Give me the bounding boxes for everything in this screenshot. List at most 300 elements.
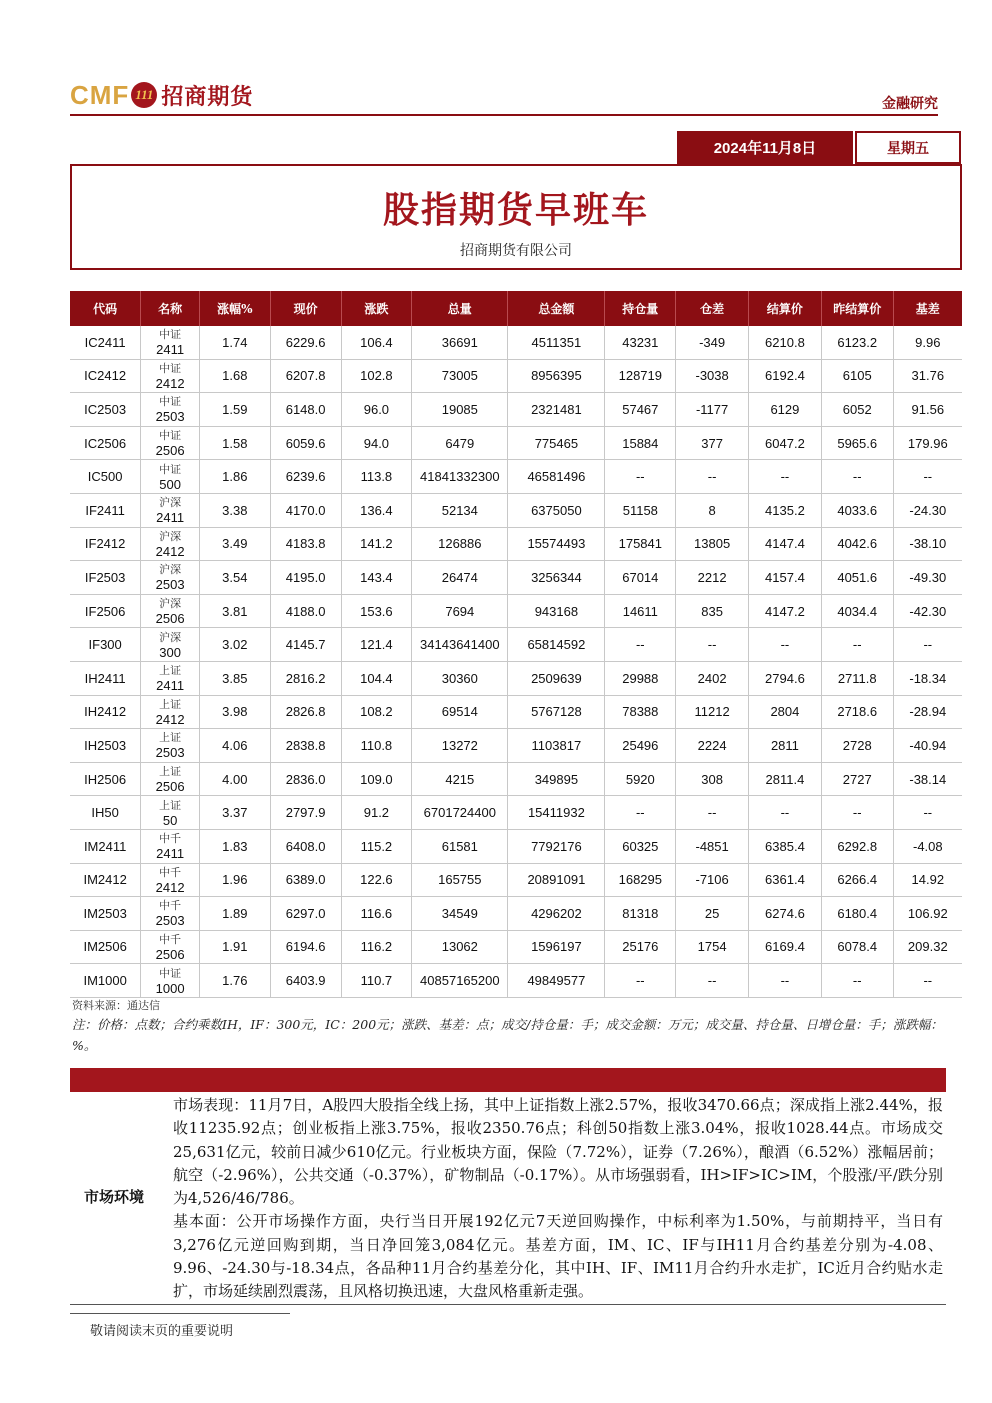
table-row (70, 493, 962, 527)
cell-oi: 128719 (605, 359, 676, 393)
cell-oi: -- (605, 460, 676, 494)
table-row (70, 661, 962, 695)
cell-price: 2816.2 (270, 661, 341, 695)
cell-name-index: 中证 (159, 462, 182, 476)
cell-oi: -- (605, 964, 676, 998)
cell-code: IF2412 (70, 527, 141, 561)
cell-price: 4170.0 (270, 493, 341, 527)
cell-vol: 13062 (412, 930, 508, 964)
cell-name-index: 中千 (159, 899, 182, 913)
table-row (70, 326, 962, 359)
cell-settle: 6169.4 (749, 930, 822, 964)
cell-name-contract: 2506 (155, 443, 185, 459)
column-header: 昨结算价 (821, 291, 893, 326)
cell-pct: 3.81 (199, 594, 270, 628)
cell-price: 6207.8 (270, 359, 341, 393)
cell-oichg: -7106 (676, 863, 749, 897)
cell-code: IM2506 (70, 930, 141, 964)
cell-price: 4145.7 (270, 628, 341, 662)
cell-amt: 349895 (508, 762, 605, 796)
cell-vol: 36691 (412, 326, 508, 359)
cell-amt: 7792176 (508, 829, 605, 863)
table-row (70, 796, 962, 830)
cell-price: 2838.8 (270, 729, 341, 763)
cell-name-contract: 2506 (155, 611, 185, 627)
column-header: 现价 (270, 291, 341, 326)
cell-pct: 3.02 (199, 628, 270, 662)
cell-code: IC2412 (70, 359, 141, 393)
cell-name-index: 中千 (159, 932, 182, 946)
cell-basis: -4.08 (893, 829, 962, 863)
logo-emblem-icon: 111 (131, 82, 157, 108)
cell-pct: 3.37 (199, 796, 270, 830)
cell-amt: 5767128 (508, 695, 605, 729)
cell-basis: -18.34 (893, 661, 962, 695)
cell-name (141, 897, 200, 931)
cell-oichg: 2224 (676, 729, 749, 763)
cell-code: IF300 (70, 628, 141, 662)
cell-oichg: -- (676, 796, 749, 830)
cell-name-contract: 2412 (155, 543, 185, 559)
cell-pct: 1.76 (199, 964, 270, 998)
cell-name (141, 863, 200, 897)
cell-amt: 2321481 (508, 393, 605, 427)
cell-basis: -- (893, 796, 962, 830)
report-weekday: 星期五 (855, 131, 961, 164)
cell-name-contract: 1000 (155, 980, 185, 996)
cell-name-contract: 2503 (155, 409, 185, 425)
cell-vol: 13272 (412, 729, 508, 763)
cell-prev: 6078.4 (821, 930, 893, 964)
cell-oichg: 11212 (676, 695, 749, 729)
cell-price: 2826.8 (270, 695, 341, 729)
cell-prev: 4042.6 (821, 527, 893, 561)
cell-name-contract: 50 (162, 812, 178, 828)
cell-settle: 2794.6 (749, 661, 822, 695)
column-header: 总金额 (508, 291, 605, 326)
cell-code: IC2411 (70, 326, 141, 359)
cell-chg: 122.6 (341, 863, 412, 897)
cell-chg: 153.6 (341, 594, 412, 628)
cell-chg: 121.4 (341, 628, 412, 662)
cell-chg: 102.8 (341, 359, 412, 393)
cell-code: IM2503 (70, 897, 141, 931)
cell-pct: 4.06 (199, 729, 270, 763)
cell-prev: 2727 (821, 762, 893, 796)
cell-chg: 106.4 (341, 326, 412, 359)
cell-chg: 115.2 (341, 829, 412, 863)
cell-chg: 110.7 (341, 964, 412, 998)
cell-vol: 40857165200 (412, 964, 508, 998)
cell-name-index: 沪深 (159, 496, 182, 510)
cell-name-index: 中证 (159, 328, 182, 342)
cell-name-contract: 2503 (155, 745, 185, 761)
cell-name (141, 426, 200, 460)
cell-name (141, 964, 200, 998)
cell-basis: -38.14 (893, 762, 962, 796)
cell-prev: 6292.8 (821, 829, 893, 863)
column-header: 涨幅% (199, 291, 270, 326)
cell-chg: 96.0 (341, 393, 412, 427)
cell-name-contract: 2506 (155, 946, 185, 962)
cell-name-index: 沪深 (159, 597, 182, 611)
cell-price: 4183.8 (270, 527, 341, 561)
cell-amt: 943168 (508, 594, 605, 628)
cell-basis: -- (893, 460, 962, 494)
fundamentals-paragraph: 基本面：公开市场操作方面，央行当日开展192亿元7天逆回购操作，中标利率为1.50%，与前期持平，当日有3,276亿元逆回购到期，当日净回笼3,084亿元。基差方面，IM、IC、IF与IH11月合约基差分别为-4.08、9.96、-24.30与-18.34点，各品种11月合约基差分化，其中IH、IF、IM11月合约升水走扩，IC近月合约贴水走扩，市场延续剧烈震荡，且风格切换迅速，大盘风格重新走强。 (173, 1212, 943, 1301)
cell-settle: 4135.2 (749, 493, 822, 527)
column-header: 结算价 (749, 291, 822, 326)
cell-name (141, 326, 200, 359)
cell-name-index: 中证 (159, 361, 182, 375)
cell-chg: 109.0 (341, 762, 412, 796)
cell-oi: 57467 (605, 393, 676, 427)
cell-name-index: 沪深 (159, 630, 182, 644)
table-row (70, 594, 962, 628)
cell-chg: 136.4 (341, 493, 412, 527)
cell-code: IH2412 (70, 695, 141, 729)
cell-price: 6389.0 (270, 863, 341, 897)
report-date: 2024年11月8日 (677, 131, 853, 164)
cell-code: IF2503 (70, 561, 141, 595)
cell-price: 6059.6 (270, 426, 341, 460)
cell-name (141, 762, 200, 796)
column-header: 名称 (141, 291, 200, 326)
cell-oi: 43231 (605, 326, 676, 359)
cell-oi: 60325 (605, 829, 676, 863)
cell-oichg: 2212 (676, 561, 749, 595)
table-row (70, 930, 962, 964)
cell-amt: 8956395 (508, 359, 605, 393)
content-bottom-divider (70, 1304, 946, 1305)
cell-oichg: 835 (676, 594, 749, 628)
market-performance-paragraph: 市场表现：11月7日，A股四大股指全线上扬，其中上证指数上涨2.57%，报收3470.66点；深成指上涨2.44%，报收11235.92点；创业板指上涨3.75%，报收2350.76点；科创50指数上涨3.04%，报收1028.44点。市场成交25,631亿元，较前日减少610亿元。行业板块方面，保险（7.72%），证券（7.26%），酿酒（6.52%）涨幅居前；航空（-2.96%），公共交通（-0.37%），矿物制品（-0.17%）。从市场强弱看，IH>IF>IC>IM，个股涨/平/跌分别为4,526/46/786。 (173, 1096, 943, 1208)
cell-settle: 6129 (749, 393, 822, 427)
table-body (70, 326, 962, 997)
cell-prev: 6266.4 (821, 863, 893, 897)
cell-prev: -- (821, 964, 893, 998)
cell-prev: 4051.6 (821, 561, 893, 595)
cell-prev: -- (821, 460, 893, 494)
cell-amt: 6375050 (508, 493, 605, 527)
cell-basis: 14.92 (893, 863, 962, 897)
footer-divider (70, 1313, 290, 1314)
cell-pct: 1.74 (199, 326, 270, 359)
cell-price: 6194.6 (270, 930, 341, 964)
cell-name (141, 729, 200, 763)
cell-vol: 61581 (412, 829, 508, 863)
cell-name-index: 中证 (159, 429, 182, 443)
cell-price: 6403.9 (270, 964, 341, 998)
cell-name-contract: 2506 (155, 779, 185, 795)
cell-settle: 6047.2 (749, 426, 822, 460)
cell-code: IH2506 (70, 762, 141, 796)
cell-basis: -28.94 (893, 695, 962, 729)
date-bar (677, 131, 961, 164)
cell-vol: 41841332300 (412, 460, 508, 494)
cell-chg: 116.2 (341, 930, 412, 964)
cell-chg: 110.8 (341, 729, 412, 763)
cell-pct: 1.86 (199, 460, 270, 494)
cell-name-index: 中证 (159, 395, 182, 409)
cell-name-index: 上证 (159, 798, 182, 812)
cell-prev: 6105 (821, 359, 893, 393)
cell-name-index: 上证 (159, 664, 182, 678)
cell-oi: 168295 (605, 863, 676, 897)
table-row (70, 729, 962, 763)
cell-prev: 2718.6 (821, 695, 893, 729)
header-divider (70, 114, 938, 116)
cell-name-index: 上证 (159, 697, 182, 711)
cell-amt: 1596197 (508, 930, 605, 964)
cell-oi: 25496 (605, 729, 676, 763)
cell-oichg: -4851 (676, 829, 749, 863)
cell-oi: 51158 (605, 493, 676, 527)
cell-prev: 6052 (821, 393, 893, 427)
cell-settle: 6385.4 (749, 829, 822, 863)
cell-chg: 91.2 (341, 796, 412, 830)
cell-oi: 29988 (605, 661, 676, 695)
cell-vol: 7694 (412, 594, 508, 628)
report-title: 股指期货早班车 (382, 189, 649, 231)
cell-basis: -24.30 (893, 493, 962, 527)
cell-name-index: 上证 (159, 765, 182, 779)
cell-code: IF2506 (70, 594, 141, 628)
cell-settle: 2804 (749, 695, 822, 729)
cell-code: IC500 (70, 460, 141, 494)
table-row (70, 393, 962, 427)
cell-prev: 4033.6 (821, 493, 893, 527)
cell-settle: -- (749, 460, 822, 494)
column-header: 代码 (70, 291, 141, 326)
table-row (70, 426, 962, 460)
table-header-row (70, 291, 962, 326)
table-row (70, 628, 962, 662)
cell-vol: 4215 (412, 762, 508, 796)
cell-vol: 6701724400 (412, 796, 508, 830)
cell-amt: 4511351 (508, 326, 605, 359)
cell-price: 4195.0 (270, 561, 341, 595)
table-row (70, 561, 962, 595)
cell-oichg: -1177 (676, 393, 749, 427)
futures-table (70, 291, 962, 998)
table-row (70, 695, 962, 729)
cell-settle: -- (749, 628, 822, 662)
table-row (70, 527, 962, 561)
cell-amt: 15574493 (508, 527, 605, 561)
cell-settle: 4157.4 (749, 561, 822, 595)
cell-chg: 94.0 (341, 426, 412, 460)
cell-chg: 108.2 (341, 695, 412, 729)
cell-basis: 179.96 (893, 426, 962, 460)
cell-settle: 6274.6 (749, 897, 822, 931)
cell-prev: 2711.8 (821, 661, 893, 695)
cell-name-contract: 2412 (155, 879, 185, 895)
cell-price: 2836.0 (270, 762, 341, 796)
cell-vol: 30360 (412, 661, 508, 695)
cell-amt: 15411932 (508, 796, 605, 830)
footer-disclaimer: 敬请阅读末页的重要说明 (90, 1324, 234, 1339)
cell-basis: 91.56 (893, 393, 962, 427)
cell-oichg: 13805 (676, 527, 749, 561)
cell-oi: 14611 (605, 594, 676, 628)
cell-amt: 1103817 (508, 729, 605, 763)
cell-pct: 1.68 (199, 359, 270, 393)
cell-vol: 73005 (412, 359, 508, 393)
logo-cmf-text: CMF (70, 79, 130, 110)
cell-oi: -- (605, 796, 676, 830)
cell-name-contract: 2503 (155, 577, 185, 593)
cell-vol: 6479 (412, 426, 508, 460)
cell-amt: 2509639 (508, 661, 605, 695)
cell-basis: -38.10 (893, 527, 962, 561)
cell-pct: 4.00 (199, 762, 270, 796)
cell-amt: 3256344 (508, 561, 605, 595)
cell-vol: 19085 (412, 393, 508, 427)
cell-basis: -42.30 (893, 594, 962, 628)
cell-oi: 15884 (605, 426, 676, 460)
cell-name-index: 中千 (159, 865, 182, 879)
cell-name-index: 沪深 (159, 529, 182, 543)
cell-name (141, 527, 200, 561)
cell-prev: 2728 (821, 729, 893, 763)
cell-vol: 26474 (412, 561, 508, 595)
cell-price: 6297.0 (270, 897, 341, 931)
cell-oichg: -349 (676, 326, 749, 359)
cell-amt: 65814592 (508, 628, 605, 662)
cell-pct: 1.89 (199, 897, 270, 931)
cell-oichg: 308 (676, 762, 749, 796)
cell-name (141, 661, 200, 695)
cell-code: IM2411 (70, 829, 141, 863)
cell-vol: 34549 (412, 897, 508, 931)
cell-prev: 6123.2 (821, 326, 893, 359)
cell-oichg: -- (676, 628, 749, 662)
data-source: 资料来源：通达信 (72, 999, 160, 1012)
cell-basis: 31.76 (893, 359, 962, 393)
cell-settle: 4147.4 (749, 527, 822, 561)
cell-code: IH2503 (70, 729, 141, 763)
cell-basis: -49.30 (893, 561, 962, 595)
cell-name (141, 594, 200, 628)
cell-vol: 52134 (412, 493, 508, 527)
table-row (70, 359, 962, 393)
cell-chg: 116.6 (341, 897, 412, 931)
cell-price: 6148.0 (270, 393, 341, 427)
cell-pct: 1.91 (199, 930, 270, 964)
cell-prev: -- (821, 796, 893, 830)
table-note: 注：价格：点数；合约乘数IH，IF：300元，IC：200元；涨跌、基差：点；成交/持仓量：手；成交金额：万元；成交量、持仓量、日增仓量：手；涨跌幅：%。 (72, 1017, 943, 1053)
cell-price: 6239.6 (270, 460, 341, 494)
cell-price: 2797.9 (270, 796, 341, 830)
cell-settle: 6210.8 (749, 326, 822, 359)
cell-oichg: -- (676, 964, 749, 998)
cell-pct: 3.49 (199, 527, 270, 561)
cell-name (141, 359, 200, 393)
cell-vol: 165755 (412, 863, 508, 897)
cell-oi: 25176 (605, 930, 676, 964)
cell-prev: 5965.6 (821, 426, 893, 460)
cell-code: IC2503 (70, 393, 141, 427)
cell-name (141, 796, 200, 830)
market-env-label: 市场环境 (84, 1188, 145, 1206)
cell-prev: 6180.4 (821, 897, 893, 931)
section-red-bar (70, 1068, 946, 1092)
cell-pct: 3.38 (199, 493, 270, 527)
cell-name-contract: 2411 (156, 846, 185, 862)
cell-oichg: 8 (676, 493, 749, 527)
cell-prev: -- (821, 628, 893, 662)
cell-pct: 1.59 (199, 393, 270, 427)
cell-oi: 67014 (605, 561, 676, 595)
cell-basis: 9.96 (893, 326, 962, 359)
cell-code: IM1000 (70, 964, 141, 998)
cell-name (141, 628, 200, 662)
cell-amt: 4296202 (508, 897, 605, 931)
cell-name-contract: 2411 (156, 342, 185, 358)
cell-basis: -- (893, 964, 962, 998)
cell-settle: 4147.2 (749, 594, 822, 628)
table-row (70, 460, 962, 494)
cell-oichg: 377 (676, 426, 749, 460)
cell-amt: 20891091 (508, 863, 605, 897)
cell-basis: -40.94 (893, 729, 962, 763)
column-header: 基差 (893, 291, 962, 326)
cell-amt: 775465 (508, 426, 605, 460)
cell-oi: 81318 (605, 897, 676, 931)
cell-amt: 49849577 (508, 964, 605, 998)
cell-name-contract: 2411 (156, 678, 185, 694)
cell-name-index: 沪深 (159, 563, 182, 577)
cell-code: IH50 (70, 796, 141, 830)
cell-name (141, 493, 200, 527)
cell-name (141, 561, 200, 595)
cell-name (141, 930, 200, 964)
cell-chg: 104.4 (341, 661, 412, 695)
cell-chg: 141.2 (341, 527, 412, 561)
cell-chg: 113.8 (341, 460, 412, 494)
cell-oi: 78388 (605, 695, 676, 729)
cell-pct: 3.54 (199, 561, 270, 595)
cell-basis: -- (893, 628, 962, 662)
cell-price: 4188.0 (270, 594, 341, 628)
cell-oichg: -- (676, 460, 749, 494)
table-row (70, 863, 962, 897)
cell-name-contract: 2412 (155, 711, 185, 727)
cell-oichg: -3038 (676, 359, 749, 393)
table-row (70, 897, 962, 931)
cell-name-contract: 500 (159, 476, 181, 492)
cell-settle: 2811 (749, 729, 822, 763)
cell-oichg: 25 (676, 897, 749, 931)
cell-amt: 46581496 (508, 460, 605, 494)
cell-pct: 3.85 (199, 661, 270, 695)
cell-settle: 2811.4 (749, 762, 822, 796)
market-env-text (173, 1094, 943, 1304)
column-header: 涨跌 (341, 291, 412, 326)
cell-vol: 34143641400 (412, 628, 508, 662)
cell-pct: 3.98 (199, 695, 270, 729)
cell-oi: 175841 (605, 527, 676, 561)
cell-pct: 1.58 (199, 426, 270, 460)
logo-company-name: 招商期货 (161, 83, 254, 110)
table-row (70, 829, 962, 863)
cell-settle: -- (749, 964, 822, 998)
cell-settle: -- (749, 796, 822, 830)
cell-oi: -- (605, 628, 676, 662)
cell-price: 6408.0 (270, 829, 341, 863)
cell-name (141, 829, 200, 863)
